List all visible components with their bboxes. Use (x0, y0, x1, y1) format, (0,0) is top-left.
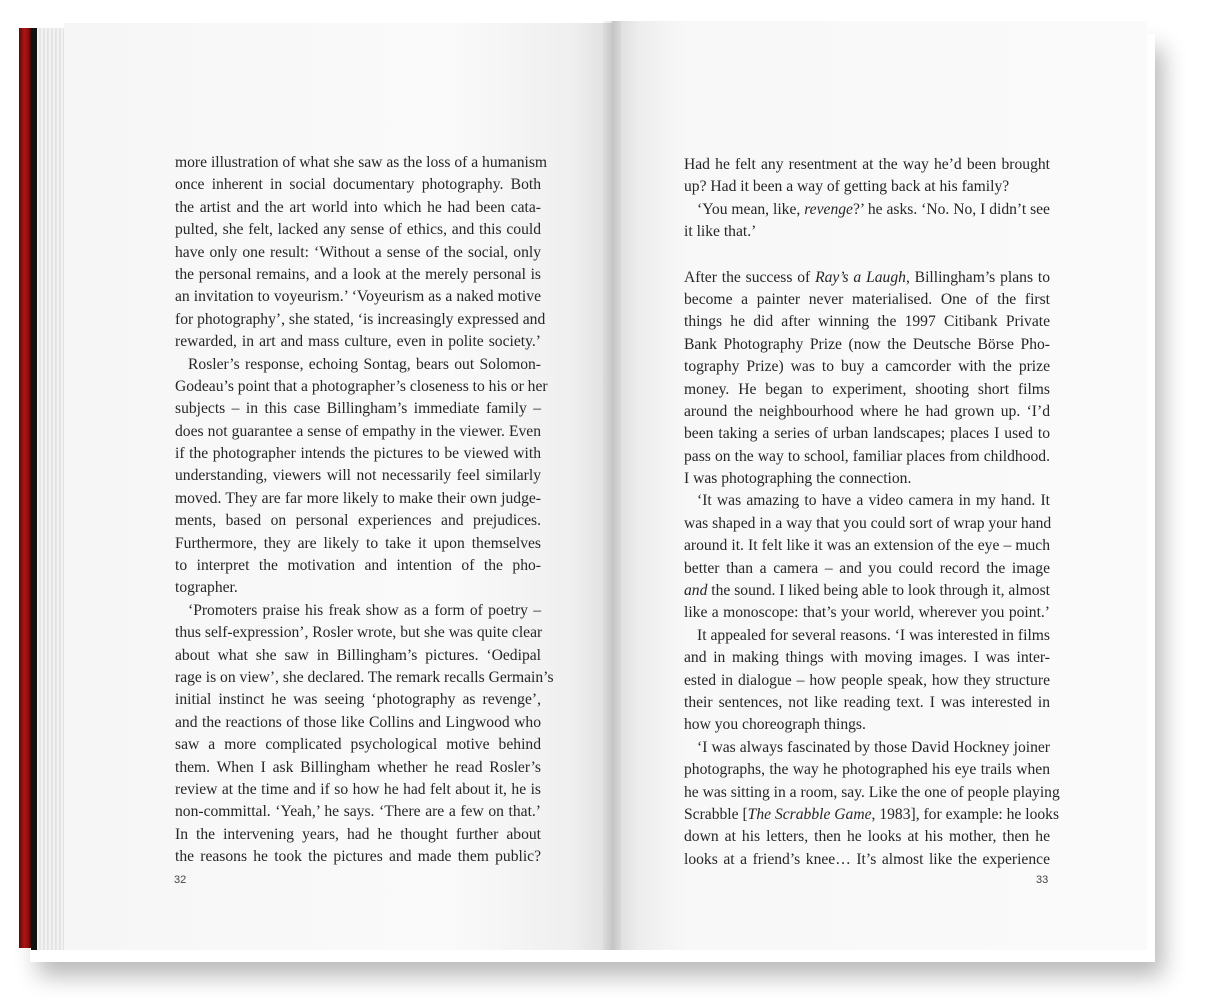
text-line: ested in dialogue – how people speak, how they structure (684, 671, 1050, 689)
text-line: photographs, the way he photographed his eye trails when (684, 761, 1050, 779)
text-line: In the intervening years, had he thought further about (175, 825, 541, 843)
text-line: pulted, she felt, lacked any sense of ethics, and this could (175, 221, 541, 239)
text-line: once inherent in social documentary photography. Both (175, 176, 541, 194)
text-line: saw a more complicated psychological motive behind (175, 736, 541, 754)
text-line: looks at a friend’s knee… It’s almost like the experience (684, 850, 1050, 868)
text-line: been taking a series of urban landscapes; places I used to (684, 425, 1050, 443)
text-line: initial instinct he was seeing ‘photography as revenge’, (175, 691, 541, 709)
text-line: more illustration of what she saw as the loss of a humanism (175, 154, 548, 171)
text-line: to interpret the motivation and intention of the pho- (175, 557, 541, 575)
text-line: rage is on view’, she declared. The remark recalls Germain’s (175, 668, 554, 686)
text-line: tography Prize) was to buy a camcorder with the prize (684, 358, 1050, 376)
text-line: better than a camera – and you could record the image (684, 559, 1050, 577)
text-line: their sentences, not like reading text. I was interested in (684, 693, 1050, 711)
text-line: and in making things with moving images. I was inter- (684, 649, 1050, 667)
text-line: if the photographer intends the pictures to be viewed with (175, 445, 541, 463)
text-line: around the neighbourhood where he had grown up. ‘I’d (684, 402, 1050, 420)
text-line: become a painter never materialised. One of the first (684, 290, 1050, 308)
text-line: he was sitting in a room, say. Like the one of people playing (684, 783, 1060, 801)
text-line: After the success of Ray’s a Laugh, Billingham’s plans to (684, 268, 1050, 286)
text-line: how you choreograph things. (684, 716, 866, 734)
text-line: like a monoscope: that’s your world, wherever you point.’ (684, 604, 1050, 622)
text-line: was shaped in a way that you could sort of wrap your hand (684, 514, 1052, 532)
text-line: moved. They are far more likely to make their own judge- (175, 489, 541, 507)
text-line: subjects – in this case Billingham’s immediate family – (175, 400, 541, 418)
text-line: thus self-expression’, Rosler wrote, but she was quite clear (175, 624, 543, 642)
text-line: non-committal. ‘Yeah,’ he says. ‘There are a few on that.’ (175, 803, 541, 821)
left-page-body-text (175, 152, 554, 869)
text-line: ments, based on personal experiences and prejudices. (175, 512, 541, 530)
text-line: ‘It was amazing to have a video camera in my hand. It (697, 492, 1050, 510)
text-line: pass on the way to school, familiar places from childhood. (684, 447, 1050, 465)
text-line: up? Had it been a way of getting back at his family? (684, 178, 1010, 196)
text-line: them. When I ask Billingham whether he read Rosler’s (175, 758, 541, 776)
text-line: ‘I was always fascinated by those David Hockney joiner (697, 738, 1050, 756)
text-line: and the sound. I liked being able to look through it, almost (684, 582, 1050, 600)
text-line: money. He began to experiment, shooting short films (684, 380, 1050, 398)
text-line: things he did after winning the 1997 Citibank Private (684, 313, 1050, 331)
text-line: Scrabble [The Scrabble Game, 1983], for example: he looks (684, 805, 1060, 823)
text-line: around it. It felt like it was an extension of the eye – much (684, 537, 1050, 555)
text-line: about what she saw in Billingham’s pictures. ‘Oedipal (175, 646, 541, 664)
text-line: Rosler’s response, echoing Sontag, bears out Solomon- (188, 355, 541, 373)
text-line: Bank Photography Prize (now the Deutsche Börse Pho- (684, 335, 1050, 353)
text-line: have only one result: ‘Without a sense of the social, only (175, 243, 541, 261)
right-page-body-text (684, 154, 1060, 871)
text-line: an invitation to voyeurism.’ ‘Voyeurism as a naked motive (175, 288, 541, 306)
text-line: Furthermore, they are likely to take it upon themselves (175, 534, 541, 552)
text-line: review at the time and if so how he had felt about it, he is (175, 780, 541, 798)
text-line: the personal remains, and a look at the merely personal is (175, 265, 541, 283)
text-line: down at his letters, then he looks at his mother, then he (684, 828, 1050, 846)
text-line: the reasons he took the pictures and made them public? (175, 848, 541, 866)
text-line: it like that.’ (684, 223, 757, 241)
text-line: and the reactions of those like Collins and Lingwood who (175, 713, 541, 731)
left-page-number: 32 (174, 874, 187, 886)
text-line: ‘You mean, like, revenge?’ he asks. ‘No. No, I didn’t see (697, 200, 1050, 218)
text-line: Had he felt any resentment at the way he’d been brought (684, 156, 1050, 173)
text-line: Godeau’s point that a photographer’s closeness to his or her (175, 377, 548, 395)
text-line: It appealed for several reasons. ‘I was interested in films (697, 626, 1050, 644)
book-gutter (603, 21, 621, 950)
text-line: rewarded, in art and mass culture, even in polite society.’ (175, 333, 541, 351)
text-line: I was photographing the connection. (684, 470, 912, 488)
text-line: understanding, viewers will not necessarily feel similarly (175, 467, 541, 485)
section-break (684, 244, 1050, 267)
right-page-number: 33 (1036, 874, 1049, 886)
book-cover-edge (19, 28, 31, 948)
text-line: tographer. (175, 579, 238, 597)
text-line: the artist and the art world into which he had been cata- (175, 198, 541, 216)
text-line: does not guarantee a sense of empathy in the viewer. Even (175, 422, 541, 440)
text-line: ‘Promoters praise his freak show as a form of poetry – (188, 601, 541, 619)
text-line: for photography’, she stated, ‘is increasingly expressed and (175, 310, 546, 328)
